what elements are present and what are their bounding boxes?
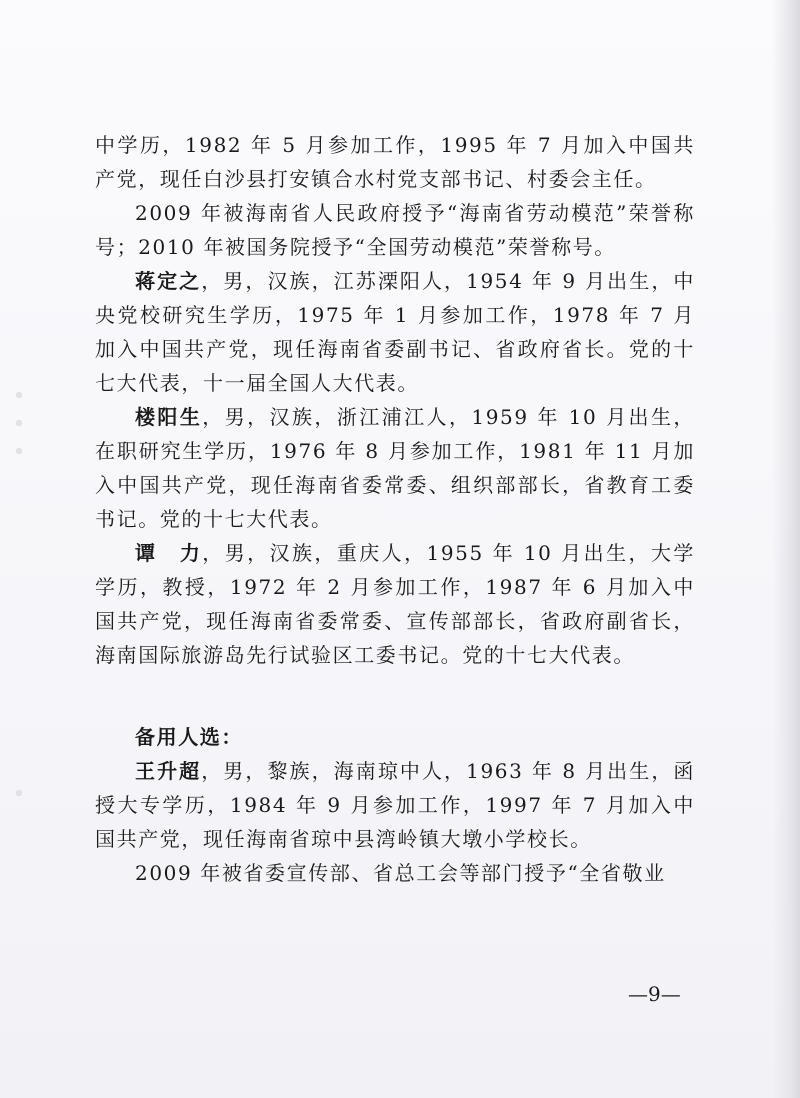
paragraph-text: 中学历，1982 年 5 月参加工作，1995 年 7 月加入中国共产党，现任白沙县打安镇合水村党支部书记、村委会主任。 [95,133,695,191]
person-entry [95,754,695,856]
paragraph-text: ，男，汉族，浙江浦江人，1959 年 10 月出生，在职研究生学历，1976 年 8 月参加工作，1981 年 11 月加入中国共产党，现任海南省委常委、组织部部长，省教育工委书记。党的十七大代表。 [95,405,695,531]
paragraph-text: 2009 年被省委宣传部、省总工会等部门授予“全省敬业 [135,861,666,885]
person-name: 楼阳生 [135,405,203,429]
paragraph-text: 2009 年被海南省人民政府授予“海南省劳动模范”荣誉称号；2010 年被国务院授予“全国劳动模范”荣誉称号。 [95,201,695,259]
paragraph-text: ，男，汉族，江苏溧阳人，1954 年 9 月出生，中央党校研究生学历，1975 年 1 月参加工作，1978 年 7 月加入中国共产党，现任海南省委副书记、省政府省长。党的十七大代表，十一届全国人大代表。 [95,269,695,395]
person-name: 王升超 [135,759,202,783]
page-number: —9— [628,982,681,1006]
binding-hole [16,790,22,796]
person-entry [95,264,695,400]
binding-hole [16,420,22,426]
person-name: 谭 力 [135,541,203,565]
binding-hole [16,392,22,398]
binding-hole [16,448,22,454]
section-gap [95,672,695,720]
paragraph-text: ，男，汉族，重庆人，1955 年 10 月出生，大学学历，教授，1972 年 2 月参加工作，1987 年 6 月加入中国共产党，现任海南省委常委、宣传部部长，省政府副省长，海南国际旅游岛先行试验区工委书记。党的十七大代表。 [95,541,695,667]
paragraph [95,196,695,264]
section-heading: 备用人选： [135,725,243,749]
body-text [95,128,695,890]
paragraph [95,856,695,890]
page-edge-shadow [772,0,800,1098]
person-entry [95,400,695,536]
paragraph-text: ，男，黎族，海南琼中人，1963 年 8 月出生，函授大专学历，1984 年 9 月参加工作，1997 年 7 月加入中国共产党，现任海南省琼中县湾岭镇大墩小学校长。 [95,759,695,851]
person-name: 蒋定之 [135,269,202,293]
person-entry [95,536,695,672]
paragraph [95,128,695,196]
